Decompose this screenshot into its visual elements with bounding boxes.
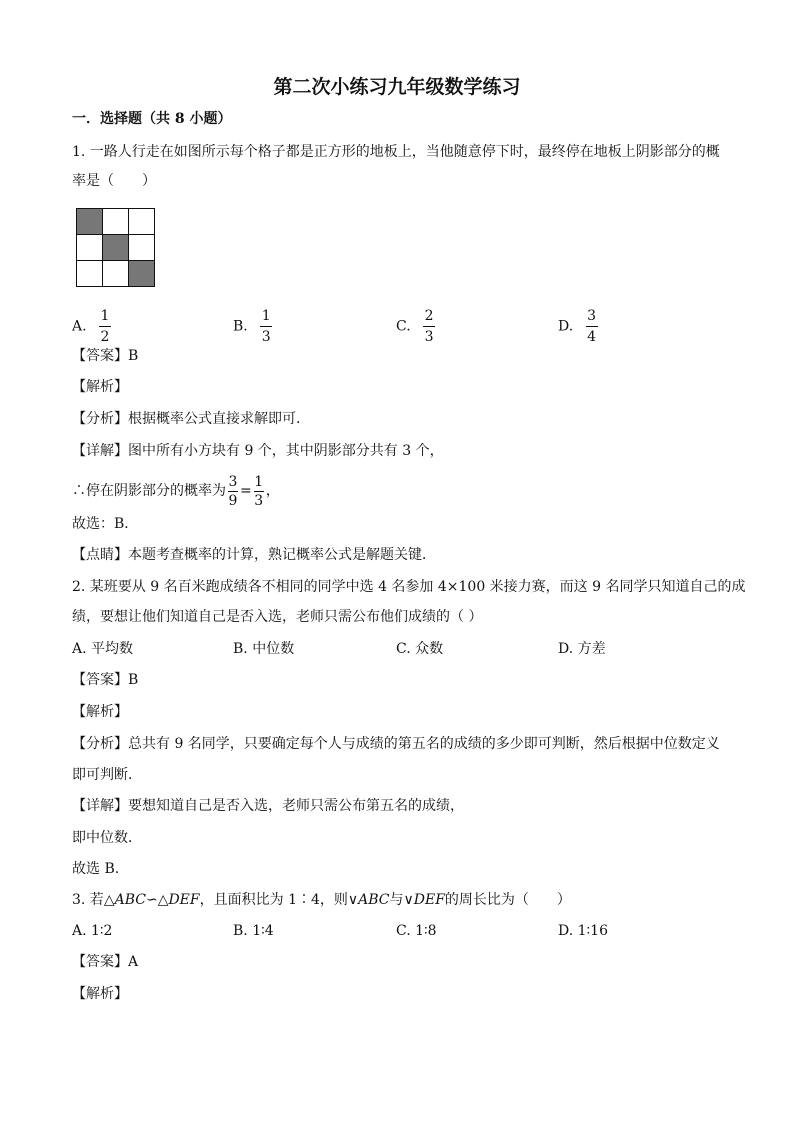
answer-value: A <box>128 954 139 970</box>
fraction-denominator: 3 <box>254 492 264 509</box>
fraction-denominator: 9 <box>228 492 238 509</box>
xiangjie-text: 要想知道自己是否入选，老师只需公布第五名的成绩， <box>128 798 464 814</box>
fraction-denominator: 3 <box>424 329 434 345</box>
q3-option-b: B. 1∶4 <box>233 923 274 939</box>
grid-cell <box>77 235 103 261</box>
answer-tag: 【答案】 <box>72 348 128 364</box>
triangle-def-ref: ∨DEF <box>403 892 445 908</box>
q3-stem-suffix: 的周长比为（ ） <box>444 892 571 908</box>
fraction-denominator: 3 <box>261 329 271 345</box>
q3-option-c: C. 1∶8 <box>396 923 437 939</box>
dianjing-text: 本题考查概率的计算，熟记概率公式是解题关键． <box>128 547 436 563</box>
xiangjie-tag: 【详解】 <box>72 798 128 814</box>
q2-fenxi-line2: 即可判断． <box>72 767 142 783</box>
grid-cell <box>103 261 129 287</box>
conjunction: 与 <box>389 892 404 908</box>
fraction-denominator: 2 <box>100 329 110 345</box>
q3-option-a: A. 1∶2 <box>72 923 113 939</box>
q1-option-b <box>233 308 272 345</box>
grid-cell <box>129 209 155 235</box>
q3-stem-prefix: 3. 若 <box>72 892 104 908</box>
q1-dianjing <box>72 546 436 564</box>
q1-analysis-tag: 【解析】 <box>72 379 128 395</box>
fraction-bar <box>99 326 111 327</box>
triangle-def: △DEF <box>157 892 200 908</box>
q2-option-a: A. 平均数 <box>72 641 134 657</box>
q2-fenxi-line1 <box>72 735 720 753</box>
q3-analysis-tag: 【解析】 <box>72 986 128 1002</box>
fenxi-text: 根据概率公式直接求解即可． <box>128 411 310 427</box>
q3-stem <box>72 891 571 909</box>
q2-analysis-tag: 【解析】 <box>72 704 128 720</box>
q2-xiangjie-line1 <box>72 797 464 815</box>
q2-stem-line1: 2. 某班要从 9 名百米跑成绩各不相同的同学中选 4 名参加 4×100 米接力赛，而这 9 名同学只知道自己的成 <box>72 579 746 595</box>
q1-choose: 故选：B． <box>72 516 139 532</box>
page-title: 第二次小练习九年级数学练习 <box>273 76 521 98</box>
option-fraction <box>99 308 111 345</box>
q3-answer <box>72 953 138 971</box>
fraction-numerator: 1 <box>261 308 271 324</box>
option-label: B. <box>233 318 248 335</box>
grid-cell <box>77 261 103 287</box>
option-label: D. <box>558 318 574 335</box>
fraction-bar <box>254 491 264 492</box>
option-label: C. <box>396 318 411 335</box>
q2-option-b: B. 中位数 <box>233 641 295 657</box>
answer-tag: 【答案】 <box>72 954 128 970</box>
fraction-3-9 <box>228 475 238 508</box>
q3-stem-middle: ，且面积比为 1∶4，则 <box>199 892 348 908</box>
xiangjie-text: 图中所有小方块有 9 个，其中阴影部分共有 3 个， <box>128 443 444 459</box>
q1-stem-line1: 1. 一路人行走在如图所示每个格子都是正方形的地板上，当他随意停下时，最终停在地板上阴影部分的概 <box>72 144 720 160</box>
q1-fenxi <box>72 410 310 428</box>
q2-answer <box>72 671 138 689</box>
q1-answer <box>72 347 138 365</box>
dianjing-tag: 【点睛】 <box>72 547 128 563</box>
grid-cell-shaded <box>77 209 103 235</box>
fenxi-tag: 【分析】 <box>72 736 128 752</box>
grid-cell <box>103 209 129 235</box>
q1-probability-line <box>72 474 280 508</box>
q2-choose: 故选 B. <box>72 861 120 877</box>
grid-cell-shaded <box>103 235 129 261</box>
fraction-denominator: 4 <box>587 329 597 345</box>
q1-option-c <box>396 308 435 345</box>
option-label: A. <box>72 318 87 335</box>
q2-stem-line2: 绩，要想让他们知道自己是否入选，老师只需公布他们成绩的（ ） <box>72 609 483 625</box>
therefore-text: ∴停在阴影部分的概率为 <box>72 483 226 499</box>
triangle-abc-ref: ∨ABC <box>347 892 390 908</box>
answer-value: B <box>128 672 139 688</box>
similar-symbol: ∽ <box>145 892 158 908</box>
q1-option-a <box>72 308 111 345</box>
answer-tag: 【答案】 <box>72 672 128 688</box>
fraction-numerator: 3 <box>228 473 238 490</box>
q1-stem-line2: 率是（ ） <box>72 173 156 189</box>
grid-cell-shaded <box>129 261 155 287</box>
q2-option-d: D. 方差 <box>558 641 606 657</box>
q2-xiangjie-line2: 即中位数． <box>72 830 142 846</box>
q1-xiangjie <box>72 442 444 460</box>
q1-grid-figure <box>76 208 155 287</box>
triangle-abc: △ABC <box>103 892 146 908</box>
fraction-1-3 <box>254 475 264 508</box>
fraction-bar <box>228 491 238 492</box>
fraction-numerator: 2 <box>424 308 434 324</box>
fenxi-tag: 【分析】 <box>72 411 128 427</box>
fraction-bar <box>586 326 598 327</box>
fraction-numerator: 1 <box>100 308 110 324</box>
option-fraction <box>586 308 598 345</box>
option-fraction <box>423 308 435 345</box>
fenxi-text: 总共有 9 名同学，只要确定每个人与成绩的第五名的成绩的多少即可判断，然后根据中位数定义 <box>128 736 720 752</box>
q1-option-d <box>558 308 598 345</box>
xiangjie-tag: 【详解】 <box>72 443 128 459</box>
fraction-numerator: 3 <box>587 308 597 324</box>
grid-cell <box>129 235 155 261</box>
comma: ， <box>265 483 280 499</box>
fraction-bar <box>260 326 272 327</box>
answer-value: B <box>128 348 139 364</box>
option-fraction <box>260 308 272 345</box>
fraction-bar <box>423 326 435 327</box>
q3-option-d: D. 1∶16 <box>558 923 608 939</box>
equals-sign: = <box>240 483 252 499</box>
section-heading: 一．选择题（共 8 小题） <box>72 111 232 127</box>
q2-option-c: C. 众数 <box>396 641 444 657</box>
fraction-numerator: 1 <box>254 473 264 490</box>
